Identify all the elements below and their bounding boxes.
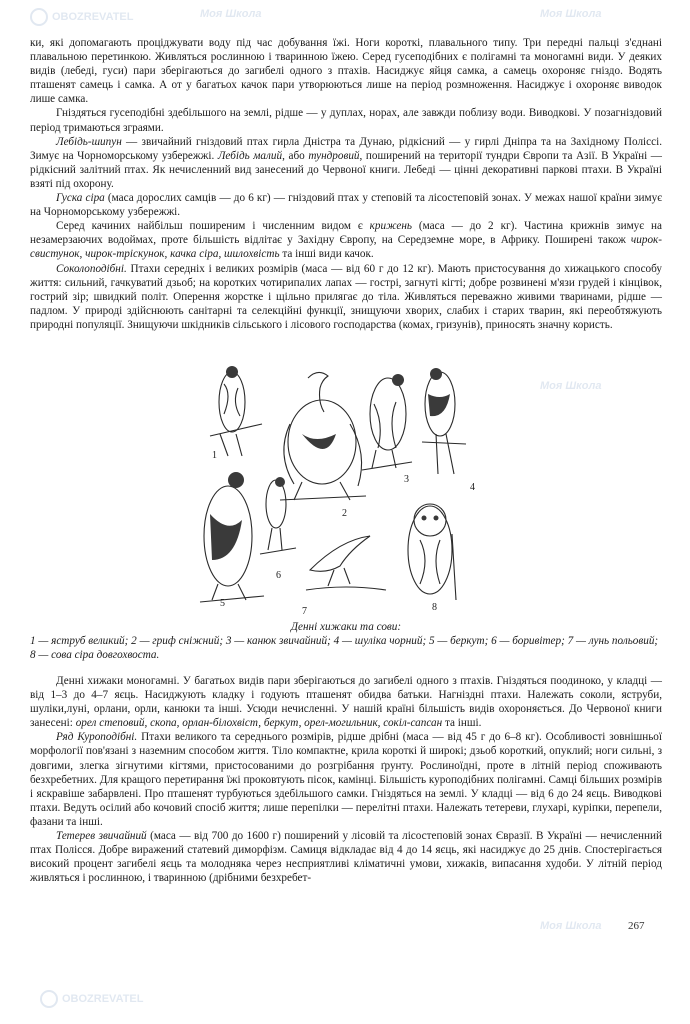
figure-caption-title: Денні хижаки та сови: (290, 621, 402, 633)
paragraph (30, 219, 662, 261)
text-run: Птахи великого та середнього розмірів, рідше дрібні (маса — від 45 г до 6–8 кг). Особливості зовнішньої морфології пов'язані з наземним способом життя. Тіло компактне, крила короткі й широкі; дзьоб короткий, опуклий; ноги сильні, з довгими, злегка зігнутими кігтями, пристосованими до розгрібання ґрунту. Рослиноїдні, проте в літній період споживають безхребетних. Для кращого перетирання їжі проковтують пісок, камінці. Більшість куроподібних полігамні. Самці більших розмірів і яскравіше забарвлені. Про пташенят турбуються здебільшого самки. Гніздяться на землі. У кладці — від 6 до 24 яєць. Виводкові птахи. Ведуть осілий або кочовий спосіб життя; лише перепілки — перелітні птахи. Належать тетереви, глухарі, куріпки, перепели, фазани та інші. (30, 731, 663, 828)
text-run: (маса — від 700 до 1600 г) поширений у лісовій та лісостеповій зонах Євразії. В Україні — нечисленний птах Полісся. Добре виражений статевий диморфізм. Самиця відкладає від 4 до 14 яєць, які насиджує до 25 днів. Спостерігається високий процент загибелі яєць та молодняка через несприятливі кліматичні умови, хижаків, випасання худоби. У літній період живляться і рослинною, і тваринною (дрібними безхребет- (30, 830, 662, 885)
bird-2-vulture (280, 372, 366, 500)
figure-caption-legend: 1 — яструб великий; 2 — гриф сніжний; 3 — канюк звичайний; 4 — шуліка чорний; 5 — беркут; 6 — боривітер; 7 — лунь польовий; 8 — сова сіра довгохвоста. (30, 635, 659, 661)
paragraph: Гніздяться гусеподібні здебільшого на землі, рідше — у дуплах, норах, але завжди поблизу води. Виводковi. У позагніздовий період тримаються зграями. (30, 107, 662, 134)
bird-1-goshawk (210, 366, 262, 456)
watermark: Моя Школа (540, 380, 602, 392)
paragraph: ки, які допомагають проціджувати воду під час добування їжі. Ноги короткі, плавального типу. Три передні пальці з'єднані плавальною перетинкою. Живляться рослинною і тваринною їжею. Серед гусеподібних є полігамні та моногамні види. У деяких видів (лебеді, гуси) пари зберігаються до загибелі одного з птахів. Насиджує яйця самка, а самець охороняє гніздо. Водять пташенят самець і самка. А от у багатьох качок пари утворюються лише на період розмноження. Насиджує і охороняє виводок лише самка. (30, 37, 662, 106)
italic-term: Соколоподібні. (56, 262, 127, 275)
watermark: OBOZREVATEL (30, 8, 133, 26)
figure-number: 6 (276, 570, 281, 581)
italic-term: тундровий (308, 149, 360, 162)
watermark-logo-icon (40, 990, 58, 1008)
bird-8-ural-owl (408, 504, 456, 600)
bottom-text-block (30, 674, 662, 885)
watermark-logo-icon (30, 8, 48, 26)
figure-number: 3 (404, 474, 409, 485)
bird-7-hen-harrier (306, 536, 386, 590)
text-run: та інші. (442, 717, 482, 730)
text-run: — звичайний гніздовий птах гирла Дністра та Дунаю, рідкісний — у гирлі Дніпра та на Західному Поліссі. Зимує на Чорноморському узбережжі. (30, 135, 662, 162)
paragraph (30, 262, 662, 332)
watermark: Моя Школа (200, 8, 262, 20)
page-number: 267 (628, 920, 645, 932)
italic-term: Гуска сіра (56, 192, 105, 205)
paragraph (30, 674, 662, 730)
figure-number: 4 (470, 482, 475, 493)
text-run: Денні хижаки моногамні. У багатьох видів пари зберігаються до загибелі одного з птахів. Гніздяться поодиноко, у кладці — від 1–3 до 4–7 яєць. Насиджують кладку і годують пташенят обидва батьки. Нагніздні птахи. Належать соколи, яструби, шуліки,луні, орлани, орли, канюки та інші. Усюди нечисленні. У нашій країні більшість видів охороняється. До Червоної книги занесені: (30, 675, 662, 730)
bird-5-golden-eagle (200, 472, 264, 602)
text-run: Птахи середніх і великих розмірів (маса — від 60 г до 12 кг). Мають пристосування до хижацького способу життя: сильний, гачкуватий дзьоб; на коротких чотирипалих лапах — гострі, загнуті кігті; добре розвинені м'язи грудей і кінцівок, гострий зір; швидкий політ. Оперення жорстке і щільно прилягає до тіла. Живляться переважно живими тваринами, рідше — падлом. У природі здійснюють санітарні та селекційні функції, знищуючи хворих, слабих і старих тварин, які переобтяжують природні популяції. Знищуючи шкідників сільського і лісового господарства (комах, гризунів), приносять значну користь. (30, 262, 662, 331)
figure-number: 5 (220, 598, 225, 609)
paragraph (30, 829, 662, 885)
figure-number: 2 (342, 508, 347, 519)
italic-term: Ряд Куроподібні. (56, 731, 138, 744)
italic-term: крижень (369, 220, 412, 233)
italic-term: Тетерев звичайний (56, 830, 147, 843)
text-run: (маса дорослих самців — до 6 кг) — гніздовий птах у степовій та лісостеповій зонах. У межах нашої країни зимує на Чорноморському узбережжі. (30, 192, 663, 219)
text-run: , або (282, 149, 309, 162)
figure-number: 8 (432, 602, 437, 613)
text-run: , поширений на території тундри Європи та Азії. В Україні — рідкісний залітний птах. Як нечисленний вид занесений до Червоної книги. Лебеді — цінні декоративні паркові птахи. В Україні взяті під охорону. (30, 149, 662, 190)
watermark: Моя Школа (540, 8, 602, 20)
figure-caption (30, 620, 662, 662)
italic-term: чирок-свистунок, чирок-тріскунок, качка сіра, шилохвість (30, 234, 662, 261)
figure-number: 7 (302, 606, 307, 617)
paragraph (30, 135, 662, 191)
paragraph (30, 191, 662, 219)
top-text-block (30, 36, 662, 332)
text-run: Серед качиних найбільш поширеним і численним видом є (56, 220, 370, 233)
text-run: (маса — до 2 кг). Частина крижнів зимує на незамерзаючих водоймах, проте більшість відлітає у Західну Європу, на Середземне море, в Африку. Поширені також (30, 220, 662, 247)
birds-illustration (190, 364, 490, 622)
bird-3-buzzard (362, 374, 412, 470)
italic-term: орел степовий, скопа, орлан-білохвіст, беркут, орел-могильник, сокіл-сапсан (75, 717, 443, 730)
watermark: OBOZREVATEL (40, 990, 143, 1008)
bird-4-black-kite (422, 368, 466, 474)
italic-term: Лебідь-шипун (56, 135, 122, 148)
bird-6-kestrel (260, 477, 296, 554)
paragraph (30, 730, 662, 829)
figure-number: 1 (212, 450, 217, 461)
text-run: та інші види качок. (279, 248, 374, 261)
birds-of-prey-figure (190, 364, 490, 622)
italic-term: Лебідь малий (217, 149, 283, 162)
watermark: Моя Школа (540, 920, 602, 932)
